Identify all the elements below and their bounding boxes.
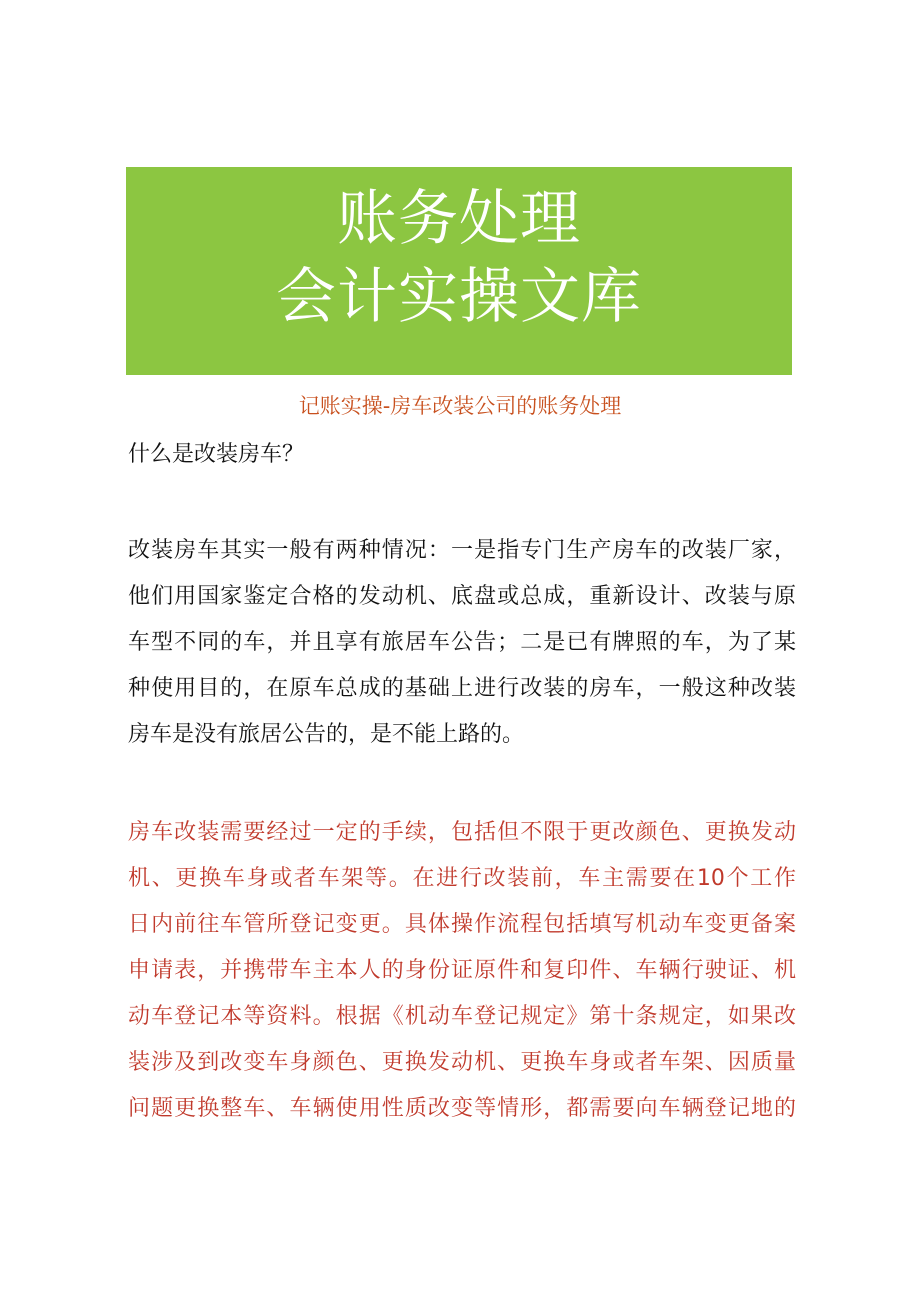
paragraph-intro: [128, 528, 796, 758]
paragraph-line: 机、更换车身或者车架等。在进行改装前，车主需要在10个工作: [128, 866, 796, 891]
paragraph-line: 房车是没有旅居公告的，是不能上路的。: [128, 722, 525, 747]
paragraph-line: 装涉及到改变车身颜色、更换发动机、更换车身或者车架、因质量: [128, 1050, 796, 1075]
section-question: 什么是改装房车？: [128, 442, 305, 467]
paragraph-line: 申请表，并携带车主本人的身份证原件和复印件、车辆行驶证、机: [128, 958, 796, 983]
paragraph-line: 日内前往车管所登记变更。具体操作流程包括填写机动车变更备案: [128, 912, 796, 937]
paragraph-line: 动车登记本等资料。根据《机动车登记规定》第十条规定，如果改: [128, 1004, 796, 1029]
paragraph-line: 问题更换整车、车辆使用性质改变等情形，都需要向车辆登记地的: [128, 1096, 796, 1121]
document-title: 记账实操-房车改装公司的账务处理: [298, 394, 622, 418]
paragraph-line: 房车改装需要经过一定的手续，包括但不限于更改颜色、更换发动: [128, 820, 796, 845]
banner: [126, 167, 792, 375]
banner-title: 账务处理: [337, 184, 581, 254]
paragraph-procedure: [128, 810, 796, 1132]
paragraph-line: 车型不同的车，并且享有旅居车公告；二是已有牌照的车，为了某: [128, 630, 796, 655]
banner-subtitle: 会计实操文库: [276, 262, 642, 332]
paragraph-line: 他们用国家鉴定合格的发动机、底盘或总成，重新设计、改装与原: [128, 584, 796, 609]
paragraph-line: 改装房车其实一般有两种情况：一是指专门生产房车的改装厂家，: [128, 538, 796, 563]
paragraph-line: 种使用目的，在原车总成的基础上进行改装的房车，一般这种改装: [128, 676, 796, 701]
